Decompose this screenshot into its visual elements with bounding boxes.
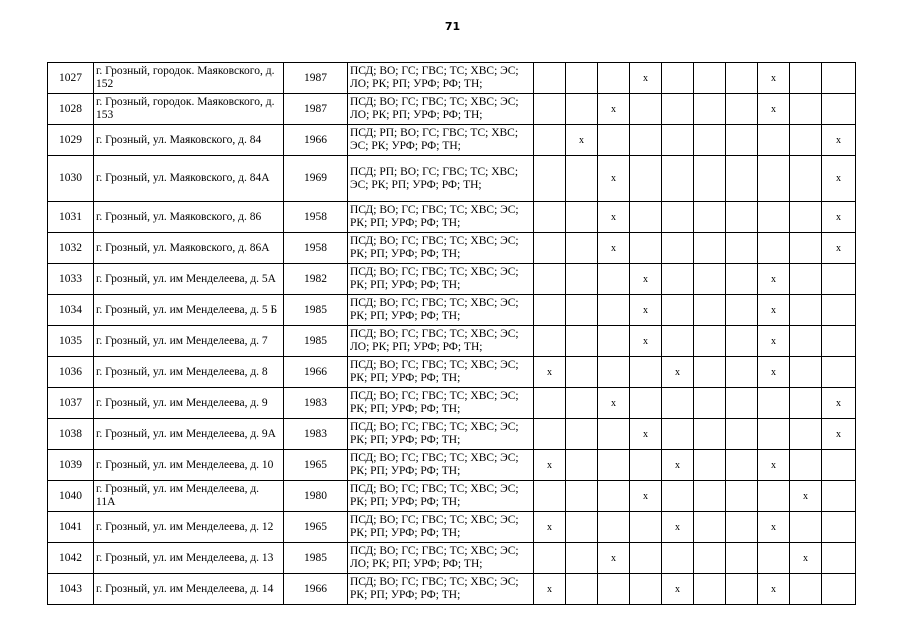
works-list-cell: ПСД; ВО; ГС; ГВС; ТС; ХВС; ЭС; ЛО; РК; РП; УРФ; РФ; ТН; — [348, 326, 534, 357]
row-number-cell: 1033 — [48, 264, 94, 295]
mark-cell — [566, 388, 598, 419]
mark-cell — [790, 295, 822, 326]
year-cell: 1969 — [284, 156, 348, 202]
mark-cell — [726, 295, 758, 326]
mark-cell — [790, 94, 822, 125]
mark-cell: x — [630, 63, 662, 94]
mark-cell — [662, 202, 694, 233]
mark-cell — [726, 125, 758, 156]
mark-cell — [566, 419, 598, 450]
mark-cell — [694, 156, 726, 202]
works-list-cell: ПСД; ВО; ГС; ГВС; ТС; ХВС; ЭС; РК; РП; УРФ; РФ; ТН; — [348, 264, 534, 295]
mark-cell — [534, 543, 566, 574]
mark-cell: x — [758, 326, 790, 357]
mark-cell: x — [758, 295, 790, 326]
year-cell: 1965 — [284, 450, 348, 481]
mark-cell — [598, 357, 630, 388]
housing-table — [47, 62, 856, 605]
table-row — [48, 450, 856, 481]
mark-cell — [598, 574, 630, 605]
row-number-cell: 1030 — [48, 156, 94, 202]
mark-cell — [822, 63, 856, 94]
mark-cell — [694, 264, 726, 295]
mark-cell: x — [566, 125, 598, 156]
table-row — [48, 388, 856, 419]
mark-cell — [598, 450, 630, 481]
row-number-cell: 1032 — [48, 233, 94, 264]
works-list-cell: ПСД; РП; ВО; ГС; ГВС; ТС; ХВС; ЭС; РК; УРФ; РФ; ТН; — [348, 125, 534, 156]
mark-cell — [598, 295, 630, 326]
row-number-cell: 1040 — [48, 481, 94, 512]
mark-cell — [694, 419, 726, 450]
row-number-cell: 1035 — [48, 326, 94, 357]
mark-cell — [534, 202, 566, 233]
mark-cell — [598, 63, 630, 94]
year-cell: 1987 — [284, 94, 348, 125]
mark-cell: x — [598, 202, 630, 233]
mark-cell — [790, 264, 822, 295]
mark-cell — [566, 481, 598, 512]
mark-cell — [694, 450, 726, 481]
row-number-cell: 1039 — [48, 450, 94, 481]
mark-cell — [566, 94, 598, 125]
mark-cell — [790, 512, 822, 543]
row-number-cell: 1038 — [48, 419, 94, 450]
mark-cell — [630, 125, 662, 156]
works-list-cell: ПСД; ВО; ГС; ГВС; ТС; ХВС; ЭС; РК; РП; УРФ; РФ; ТН; — [348, 574, 534, 605]
address-cell: г. Грозный, ул. Маяковского, д. 84А — [94, 156, 284, 202]
mark-cell — [822, 264, 856, 295]
mark-cell — [566, 357, 598, 388]
mark-cell: x — [758, 574, 790, 605]
mark-cell — [694, 233, 726, 264]
mark-cell — [534, 388, 566, 419]
mark-cell — [726, 481, 758, 512]
mark-cell — [822, 94, 856, 125]
mark-cell: x — [822, 419, 856, 450]
mark-cell — [694, 326, 726, 357]
table-row — [48, 156, 856, 202]
mark-cell — [694, 388, 726, 419]
mark-cell — [790, 233, 822, 264]
table-row — [48, 295, 856, 326]
mark-cell — [662, 94, 694, 125]
mark-cell — [758, 233, 790, 264]
mark-cell — [630, 156, 662, 202]
mark-cell — [790, 388, 822, 419]
works-list-cell: ПСД; ВО; ГС; ГВС; ТС; ХВС; ЭС; ЛО; РК; РП; УРФ; РФ; ТН; — [348, 543, 534, 574]
row-number-cell: 1042 — [48, 543, 94, 574]
works-list-cell: ПСД; ВО; ГС; ГВС; ТС; ХВС; ЭС; РК; РП; УРФ; РФ; ТН; — [348, 202, 534, 233]
mark-cell — [630, 94, 662, 125]
address-cell: г. Грозный, ул. им Менделеева, д. 11А — [94, 481, 284, 512]
mark-cell: x — [534, 512, 566, 543]
mark-cell — [726, 357, 758, 388]
mark-cell — [534, 125, 566, 156]
mark-cell — [662, 125, 694, 156]
mark-cell — [822, 543, 856, 574]
mark-cell — [694, 543, 726, 574]
address-cell: г. Грозный, ул. им Менделеева, д. 9 — [94, 388, 284, 419]
mark-cell: x — [598, 156, 630, 202]
mark-cell — [694, 125, 726, 156]
mark-cell — [630, 574, 662, 605]
mark-cell — [630, 202, 662, 233]
mark-cell: x — [630, 295, 662, 326]
mark-cell: x — [822, 388, 856, 419]
mark-cell — [790, 125, 822, 156]
year-cell: 1985 — [284, 543, 348, 574]
mark-cell — [566, 326, 598, 357]
works-list-cell: ПСД; РП; ВО; ГС; ГВС; ТС; ХВС; ЭС; РК; РП; УРФ; РФ; ТН; — [348, 156, 534, 202]
mark-cell — [566, 202, 598, 233]
table-row — [48, 233, 856, 264]
mark-cell: x — [630, 481, 662, 512]
table-row — [48, 264, 856, 295]
mark-cell: x — [758, 264, 790, 295]
mark-cell — [694, 481, 726, 512]
mark-cell — [630, 233, 662, 264]
mark-cell — [822, 295, 856, 326]
table-row — [48, 574, 856, 605]
mark-cell — [726, 326, 758, 357]
mark-cell: x — [630, 419, 662, 450]
mark-cell: x — [790, 481, 822, 512]
mark-cell: x — [598, 543, 630, 574]
mark-cell — [726, 543, 758, 574]
address-cell: г. Грозный, ул. им Менделеева, д. 5 Б — [94, 295, 284, 326]
address-cell: г. Грозный, ул. им Менделеева, д. 12 — [94, 512, 284, 543]
mark-cell — [790, 202, 822, 233]
row-number-cell: 1027 — [48, 63, 94, 94]
row-number-cell: 1034 — [48, 295, 94, 326]
works-list-cell: ПСД; ВО; ГС; ГВС; ТС; ХВС; ЭС; РК; РП; УРФ; РФ; ТН; — [348, 481, 534, 512]
mark-cell — [790, 156, 822, 202]
works-list-cell: ПСД; ВО; ГС; ГВС; ТС; ХВС; ЭС; РК; РП; УРФ; РФ; ТН; — [348, 357, 534, 388]
page-number: 71 — [444, 20, 461, 33]
mark-cell — [726, 63, 758, 94]
mark-cell — [758, 156, 790, 202]
address-cell: г. Грозный, городок. Маяковского, д. 152 — [94, 63, 284, 94]
mark-cell — [758, 202, 790, 233]
row-number-cell: 1028 — [48, 94, 94, 125]
mark-cell — [630, 450, 662, 481]
mark-cell — [726, 450, 758, 481]
mark-cell — [662, 543, 694, 574]
row-number-cell: 1041 — [48, 512, 94, 543]
address-cell: г. Грозный, ул. Маяковского, д. 86 — [94, 202, 284, 233]
mark-cell — [534, 264, 566, 295]
mark-cell — [726, 388, 758, 419]
table-row — [48, 94, 856, 125]
works-list-cell: ПСД; ВО; ГС; ГВС; ТС; ХВС; ЭС; РК; РП; УРФ; РФ; ТН; — [348, 512, 534, 543]
year-cell: 1987 — [284, 63, 348, 94]
year-cell: 1985 — [284, 326, 348, 357]
works-list-cell: ПСД; ВО; ГС; ГВС; ТС; ХВС; ЭС; ЛО; РК; РП; УРФ; РФ; ТН; — [348, 63, 534, 94]
address-cell: г. Грозный, ул. им Менделеева, д. 7 — [94, 326, 284, 357]
table-row — [48, 357, 856, 388]
mark-cell: x — [630, 264, 662, 295]
works-list-cell: ПСД; ВО; ГС; ГВС; ТС; ХВС; ЭС; ЛО; РК; РП; УРФ; РФ; ТН; — [348, 94, 534, 125]
mark-cell — [726, 156, 758, 202]
mark-cell — [630, 512, 662, 543]
mark-cell — [694, 357, 726, 388]
works-list-cell: ПСД; ВО; ГС; ГВС; ТС; ХВС; ЭС; РК; РП; УРФ; РФ; ТН; — [348, 419, 534, 450]
mark-cell — [534, 481, 566, 512]
mark-cell — [790, 574, 822, 605]
table-row — [48, 326, 856, 357]
mark-cell — [534, 419, 566, 450]
address-cell: г. Грозный, ул. им Менделеева, д. 9А — [94, 419, 284, 450]
mark-cell — [534, 295, 566, 326]
mark-cell — [726, 202, 758, 233]
mark-cell — [790, 63, 822, 94]
mark-cell — [630, 357, 662, 388]
mark-cell — [662, 233, 694, 264]
mark-cell — [694, 574, 726, 605]
mark-cell — [822, 450, 856, 481]
mark-cell — [566, 450, 598, 481]
address-cell: г. Грозный, ул. им Менделеева, д. 10 — [94, 450, 284, 481]
table-row — [48, 481, 856, 512]
address-cell: г. Грозный, ул. им Менделеева, д. 8 — [94, 357, 284, 388]
year-cell: 1966 — [284, 574, 348, 605]
mark-cell — [630, 543, 662, 574]
mark-cell: x — [534, 357, 566, 388]
year-cell: 1985 — [284, 295, 348, 326]
mark-cell — [726, 512, 758, 543]
mark-cell — [758, 125, 790, 156]
address-cell: г. Грозный, ул. им Менделеева, д. 14 — [94, 574, 284, 605]
year-cell: 1983 — [284, 419, 348, 450]
mark-cell — [566, 574, 598, 605]
mark-cell: x — [822, 125, 856, 156]
mark-cell — [822, 512, 856, 543]
mark-cell — [758, 543, 790, 574]
mark-cell: x — [662, 357, 694, 388]
table-row — [48, 543, 856, 574]
table-row — [48, 202, 856, 233]
mark-cell — [566, 512, 598, 543]
mark-cell — [662, 419, 694, 450]
mark-cell — [726, 94, 758, 125]
mark-cell — [566, 543, 598, 574]
mark-cell: x — [790, 543, 822, 574]
mark-cell — [598, 326, 630, 357]
mark-cell — [662, 326, 694, 357]
mark-cell — [790, 450, 822, 481]
row-number-cell: 1029 — [48, 125, 94, 156]
mark-cell — [662, 63, 694, 94]
mark-cell: x — [758, 512, 790, 543]
mark-cell — [822, 481, 856, 512]
mark-cell — [726, 419, 758, 450]
mark-cell: x — [630, 326, 662, 357]
mark-cell — [662, 156, 694, 202]
works-list-cell: ПСД; ВО; ГС; ГВС; ТС; ХВС; ЭС; РК; РП; УРФ; РФ; ТН; — [348, 388, 534, 419]
mark-cell: x — [758, 357, 790, 388]
mark-cell — [758, 419, 790, 450]
mark-cell: x — [598, 388, 630, 419]
mark-cell — [534, 94, 566, 125]
mark-cell — [694, 295, 726, 326]
mark-cell — [694, 94, 726, 125]
mark-cell — [822, 357, 856, 388]
mark-cell — [598, 512, 630, 543]
address-cell: г. Грозный, ул. им Менделеева, д. 5А — [94, 264, 284, 295]
mark-cell: x — [662, 574, 694, 605]
mark-cell: x — [534, 450, 566, 481]
mark-cell — [694, 512, 726, 543]
mark-cell — [534, 233, 566, 264]
mark-cell — [662, 295, 694, 326]
works-list-cell: ПСД; ВО; ГС; ГВС; ТС; ХВС; ЭС; РК; РП; УРФ; РФ; ТН; — [348, 450, 534, 481]
mark-cell: x — [758, 450, 790, 481]
mark-cell — [630, 388, 662, 419]
mark-cell: x — [598, 94, 630, 125]
works-list-cell: ПСД; ВО; ГС; ГВС; ТС; ХВС; ЭС; РК; РП; УРФ; РФ; ТН; — [348, 295, 534, 326]
year-cell: 1980 — [284, 481, 348, 512]
mark-cell: x — [662, 512, 694, 543]
year-cell: 1982 — [284, 264, 348, 295]
mark-cell — [566, 156, 598, 202]
mark-cell — [726, 233, 758, 264]
mark-cell — [598, 125, 630, 156]
table-body — [48, 63, 856, 605]
mark-cell — [790, 419, 822, 450]
row-number-cell: 1043 — [48, 574, 94, 605]
mark-cell — [790, 357, 822, 388]
mark-cell: x — [758, 63, 790, 94]
mark-cell — [726, 264, 758, 295]
mark-cell — [822, 326, 856, 357]
row-number-cell: 1037 — [48, 388, 94, 419]
mark-cell — [534, 63, 566, 94]
year-cell: 1966 — [284, 357, 348, 388]
mark-cell — [566, 63, 598, 94]
mark-cell — [598, 264, 630, 295]
year-cell: 1965 — [284, 512, 348, 543]
mark-cell — [694, 63, 726, 94]
mark-cell: x — [534, 574, 566, 605]
mark-cell — [726, 574, 758, 605]
mark-cell — [758, 388, 790, 419]
table-row — [48, 512, 856, 543]
table-row — [48, 63, 856, 94]
year-cell: 1958 — [284, 202, 348, 233]
table-row — [48, 125, 856, 156]
mark-cell — [598, 419, 630, 450]
address-cell: г. Грозный, ул. Маяковского, д. 86А — [94, 233, 284, 264]
works-list-cell: ПСД; ВО; ГС; ГВС; ТС; ХВС; ЭС; РК; РП; УРФ; РФ; ТН; — [348, 233, 534, 264]
row-number-cell: 1031 — [48, 202, 94, 233]
year-cell: 1983 — [284, 388, 348, 419]
mark-cell: x — [758, 94, 790, 125]
mark-cell — [758, 481, 790, 512]
mark-cell: x — [822, 156, 856, 202]
mark-cell: x — [822, 233, 856, 264]
mark-cell — [534, 156, 566, 202]
mark-cell — [662, 264, 694, 295]
mark-cell — [566, 295, 598, 326]
mark-cell — [662, 388, 694, 419]
address-cell: г. Грозный, ул. Маяковского, д. 84 — [94, 125, 284, 156]
mark-cell: x — [822, 202, 856, 233]
address-cell: г. Грозный, городок. Маяковского, д. 153 — [94, 94, 284, 125]
mark-cell — [566, 264, 598, 295]
row-number-cell: 1036 — [48, 357, 94, 388]
mark-cell — [694, 202, 726, 233]
mark-cell — [662, 481, 694, 512]
table-row — [48, 419, 856, 450]
year-cell: 1958 — [284, 233, 348, 264]
mark-cell — [534, 326, 566, 357]
mark-cell — [822, 574, 856, 605]
address-cell: г. Грозный, ул. им Менделеева, д. 13 — [94, 543, 284, 574]
mark-cell: x — [598, 233, 630, 264]
mark-cell: x — [662, 450, 694, 481]
year-cell: 1966 — [284, 125, 348, 156]
mark-cell — [598, 481, 630, 512]
mark-cell — [566, 233, 598, 264]
mark-cell — [790, 326, 822, 357]
